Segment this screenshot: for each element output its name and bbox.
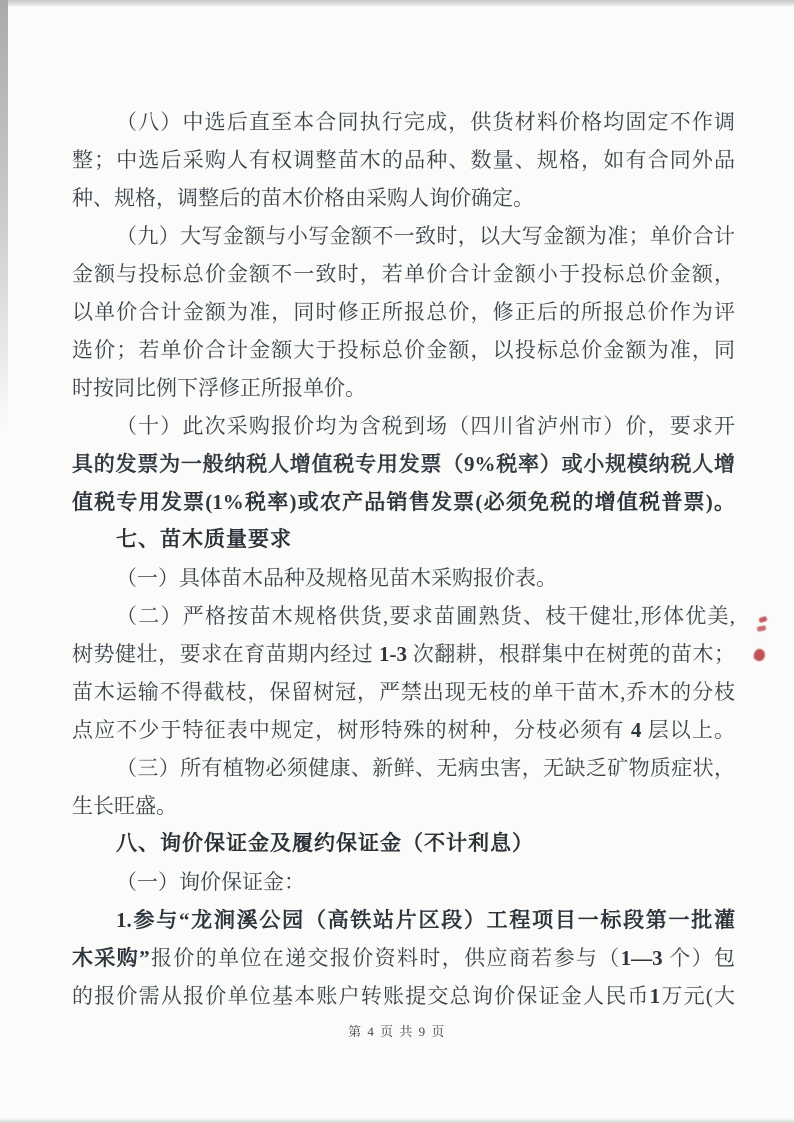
text-line <box>72 141 735 179</box>
text-run: （八）中选后直至本合同执行完成，供货材料价格均固定不作调 <box>116 110 735 134</box>
text-run: 以单价合计金额为准，同时修正所报总价，修正后的所报总价作为评 <box>72 300 735 324</box>
text-run: 木采购” <box>72 946 150 970</box>
text-run: 1.参与“龙涧溪公园（高铁站片区段）工程项目一标段第一批灌 <box>116 908 735 932</box>
text-line <box>72 597 735 635</box>
text-run: 选价；若单价合计金额大于投标总价金额，以投标总价金额为准，同 <box>72 338 735 362</box>
text-run: 树势健壮，要求在育苗期内经过 <box>72 642 379 666</box>
text-line <box>72 369 735 407</box>
text-run: 的报价需从报价单位基本账户转账提交总询价保证金人民币 <box>72 984 650 1008</box>
text-line <box>72 407 735 445</box>
text-line <box>72 863 735 901</box>
text-line <box>72 559 735 597</box>
text-run: 次翻耕，根群集中在树蔸的苗木； <box>407 642 735 666</box>
text-run: 4 <box>630 718 642 742</box>
scanner-edge-bottom <box>0 1118 794 1123</box>
scanner-edge-left <box>0 0 8 430</box>
text-run: （九）大写金额与小写金额不一致时，以大写金额为准；单价合计 <box>116 224 735 248</box>
red-ink-mark <box>752 647 766 662</box>
text-line <box>72 787 735 825</box>
text-line <box>72 331 735 369</box>
text-line <box>72 103 735 141</box>
text-line <box>72 483 735 521</box>
text-line <box>72 217 735 255</box>
red-ink-mark <box>758 616 767 623</box>
text-line <box>72 255 735 293</box>
text-run: （十）此次采购报价均为含税到场（四川省泸州市）价，要求开 <box>116 414 735 438</box>
page-number-footer: 第 4 页 共 9 页 <box>348 1024 446 1039</box>
text-run: 生长旺盛。 <box>72 794 177 818</box>
document-lines <box>72 103 735 1015</box>
text-run: 9% <box>463 452 496 476</box>
text-line <box>72 635 735 673</box>
text-run: （二）严格按苗木规格供货,要求苗圃熟货、枝干健壮,形体优美, <box>116 604 735 628</box>
text-run: 税率)或农产品销售发票(必须免税的增值税普票)。 <box>243 490 735 514</box>
text-line <box>72 445 735 483</box>
text-run: 时按同比例下浮修正所报单价。 <box>72 376 366 400</box>
text-line <box>72 179 735 217</box>
text-line <box>72 521 735 559</box>
text-run: 八、询价保证金及履约保证金（不计利息） <box>116 832 534 855</box>
text-run: （一）具体苗木品种及规格见苗木采购报价表。 <box>116 566 557 590</box>
text-line <box>72 977 735 1015</box>
text-run: 1—3 <box>620 946 663 970</box>
text-run: 报价的单位在递交报价资料时，供应商若参与（ <box>149 946 621 970</box>
text-run: 万元(大 <box>660 984 735 1008</box>
text-line <box>72 293 735 331</box>
text-run: 1% <box>212 490 244 514</box>
text-line <box>72 901 735 939</box>
text-line <box>72 673 735 711</box>
text-run: 1-3 <box>379 642 407 666</box>
text-line <box>72 825 735 863</box>
text-run: 整；中选后采购人有权调整苗木的品种、数量、规格，如有合同外品 <box>72 148 735 172</box>
text-line <box>72 939 735 977</box>
text-run: 个）包 <box>662 946 735 970</box>
text-run: 值税专用发票( <box>72 490 213 514</box>
text-run: 层以上。 <box>641 718 735 742</box>
text-run: 点应不少于特征表中规定，树形特殊的树种，分枝必须有 <box>72 718 631 742</box>
scanner-edge-top <box>0 0 794 6</box>
red-ink-mark <box>757 625 767 632</box>
text-line <box>72 711 735 749</box>
text-run: （三）所有植物必须健康、新鲜、无病虫害，无缺乏矿物质症状， <box>116 756 735 780</box>
text-run: 种、规格，调整后的苗木价格由采购人询价确定。 <box>72 186 534 210</box>
text-run: 具的发票为一般纳税人增值税专用发票（ <box>72 452 464 476</box>
text-run: 税率）或小规模纳税人增 <box>495 452 735 476</box>
text-run: 七、苗木质量要求 <box>116 528 292 551</box>
text-run: 金额与投标总价金额不一致时，若单价合计金额小于投标总价金额， <box>72 262 735 286</box>
text-run: （一）询价保证金： <box>116 870 305 894</box>
text-line <box>72 749 735 787</box>
text-run: 1 <box>649 984 661 1008</box>
text-run: 苗木运输不得截枝，保留树冠，严禁出现无枝的单干苗木,乔木的分枝 <box>72 680 735 704</box>
